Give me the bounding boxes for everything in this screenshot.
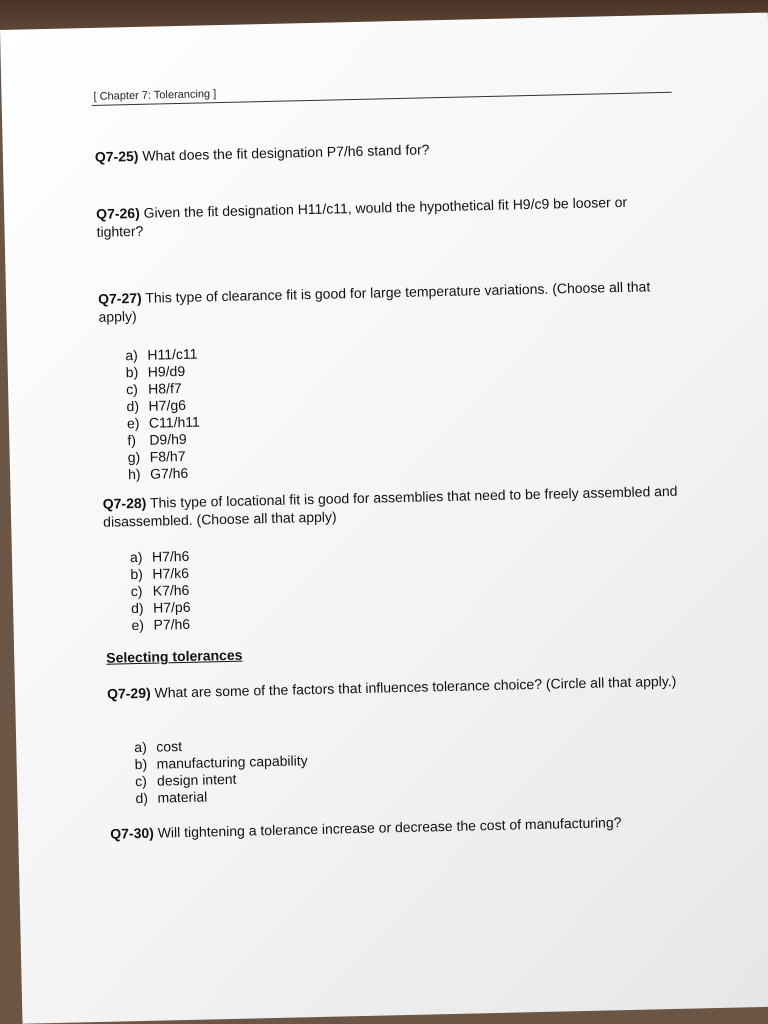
q7-29-options <box>134 735 308 807</box>
page-content <box>0 13 762 1010</box>
question-q7-29 <box>107 672 687 703</box>
question-text: Given the fit designation H11/c11, would the hypothetical fit H9/c9 be looser or tighter? <box>96 193 628 240</box>
option-item[interactable]: e) P7/h6 <box>131 615 191 634</box>
chapter-header: [ Chapter 7: Tolerancing ] <box>93 88 217 103</box>
question-number: Q7-30) <box>110 824 155 842</box>
question-text: This type of clearance fit is good for large temperature variations. (Choose all that apply) <box>98 278 651 325</box>
option-item[interactable]: d) H7/g6 <box>126 396 187 415</box>
question-q7-27 <box>98 277 679 326</box>
option-item[interactable]: c) design intent <box>134 770 237 790</box>
question-number: Q7-29) <box>106 684 151 702</box>
option-item[interactable]: b) H9/d9 <box>125 362 186 381</box>
option-item[interactable]: a) H7/h6 <box>129 547 190 566</box>
option-item[interactable]: a) H11/c11 <box>125 345 198 364</box>
q7-27-options <box>125 346 201 484</box>
option-item[interactable]: g) F8/h7 <box>127 447 186 466</box>
option-item[interactable]: c) K7/h6 <box>130 581 190 600</box>
question-q7-30 <box>110 812 690 843</box>
question-text: This type of locational fit is good for assemblies that need to be freely assembled and disassembled. (Choose all that apply) <box>103 482 678 530</box>
question-text: Will tightening a tolerance increase or decrease the cost of manufacturing? <box>157 814 622 841</box>
question-text: What are some of the factors that influences tolerance choice? (Circle all that apply.) <box>154 672 677 701</box>
option-item[interactable]: d) material <box>135 788 208 807</box>
question-number: Q7-25) <box>94 147 139 165</box>
option-item[interactable]: e) C11/h11 <box>126 413 200 432</box>
question-number: Q7-26) <box>96 204 140 222</box>
option-item[interactable]: h) G7/h6 <box>127 464 189 483</box>
question-text: What does the fit designation P7/h6 stand for? <box>142 141 430 164</box>
option-item[interactable]: a) cost <box>134 738 183 756</box>
question-q7-26 <box>96 192 677 241</box>
option-item[interactable]: b) H7/k6 <box>130 564 190 583</box>
option-item[interactable]: b) manufacturing capability <box>134 752 308 773</box>
q7-28-options <box>130 548 191 634</box>
question-q7-25 <box>95 135 675 166</box>
paper-sheet <box>0 13 768 1024</box>
question-number: Q7-28) <box>102 494 147 512</box>
option-item[interactable]: f) D9/h9 <box>127 430 187 449</box>
option-item[interactable]: d) H7/p6 <box>130 598 191 617</box>
option-item[interactable]: c) H8/f7 <box>126 379 182 398</box>
question-number: Q7-27) <box>97 289 142 307</box>
section-heading: Selecting tolerances <box>106 646 243 666</box>
question-q7-28 <box>103 482 684 531</box>
